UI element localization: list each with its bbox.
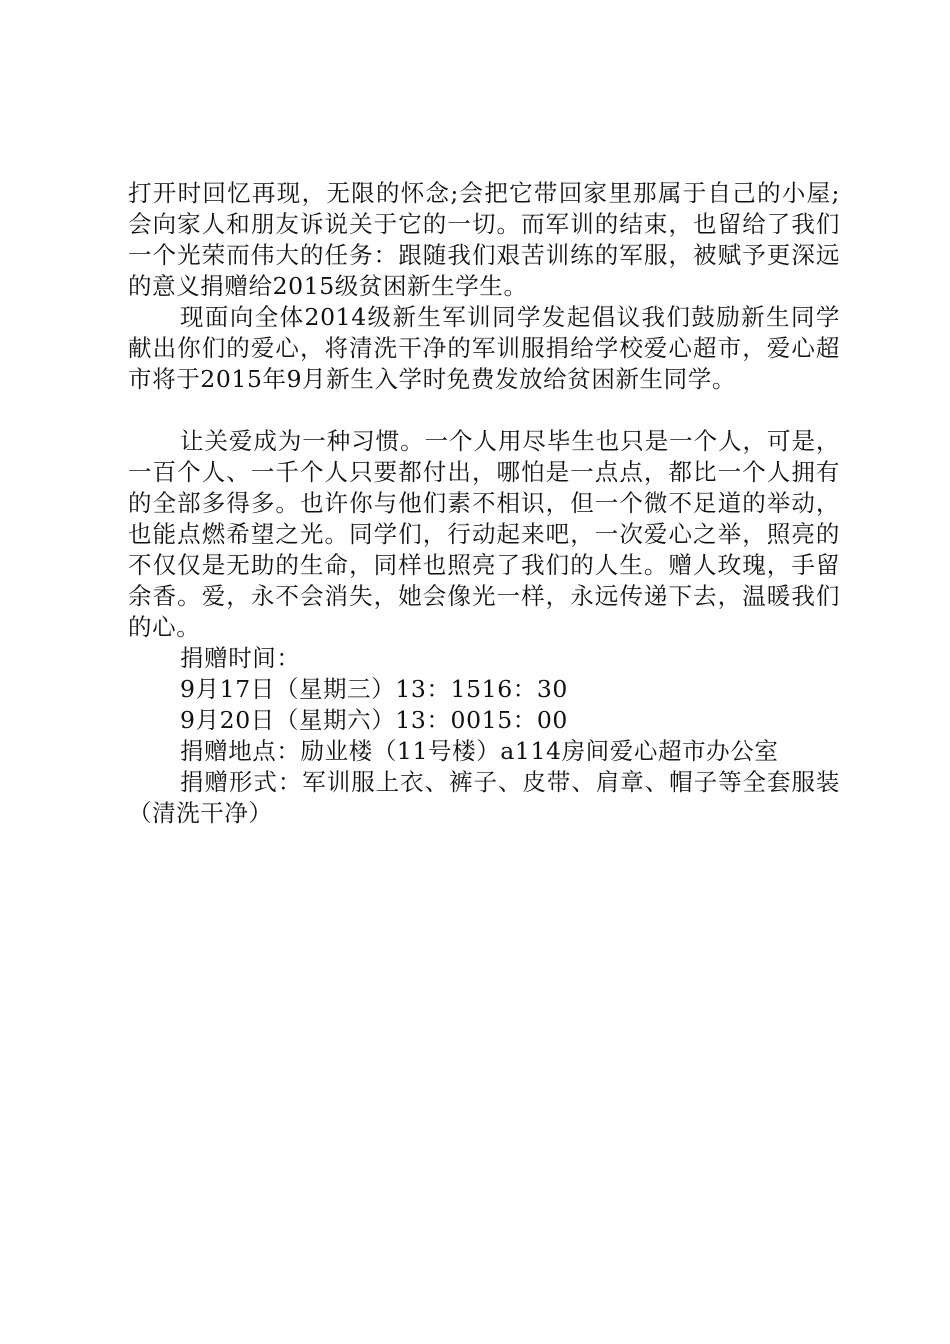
donation-time-2: 9月20日（星期六）13：0015：00 — [180, 706, 568, 734]
paragraph-military-uniform-memory: 打开时回忆再现，无限的怀念;会把它带回家里那属于自己的小屋;会向家人和朋友诉说关于它的一切。而军训的结束，也留给了我们一个光荣而伟大的任务：跟随我们艰苦训练的军服，被赋予更深远的意义捐赠给2015级贫困新生学生。 — [128, 179, 840, 300]
donation-time-label: 捐赠时间： — [180, 644, 301, 672]
paragraph-donation-initiative: 现面向全体2014级新生军训同学发起倡议我们鼓励新生同学献出你们的爱心，将清洗干净的军训服捐给学校爱心超市，爱心超市将于2015年9月新生入学时免费发放给贫困新生同学。 — [128, 303, 840, 393]
donation-time-1: 9月17日（星期三）13：1516：30 — [180, 675, 568, 703]
paragraph-caring-habit: 让关爱成为一种习惯。一个人用尽毕生也只是一个人，可是，一百个人、一千个人只要都付出，哪怕是一点点，都比一个人拥有的全部多得多。也许你与他们素不相识，但一个微不足道的举动，也能点燃希望之光。同学们，行动起来吧，一次爱心之举，照亮的不仅仅是无助的生命，同样也照亮了我们的人生。赠人玫瑰，手留余香。爱，永不会消失，她会像光一样，永远传递下去，温暖我们的心。 — [128, 427, 840, 641]
donation-location: 捐赠地点：励业楼（11号楼）a114房间爱心超市办公室 — [180, 737, 779, 765]
paragraph-spacer — [128, 395, 840, 426]
document-body — [128, 178, 840, 829]
donation-form: 捐赠形式：军训服上衣、裤子、皮带、肩章、帽子等全套服装（清洗干净） — [128, 768, 840, 827]
